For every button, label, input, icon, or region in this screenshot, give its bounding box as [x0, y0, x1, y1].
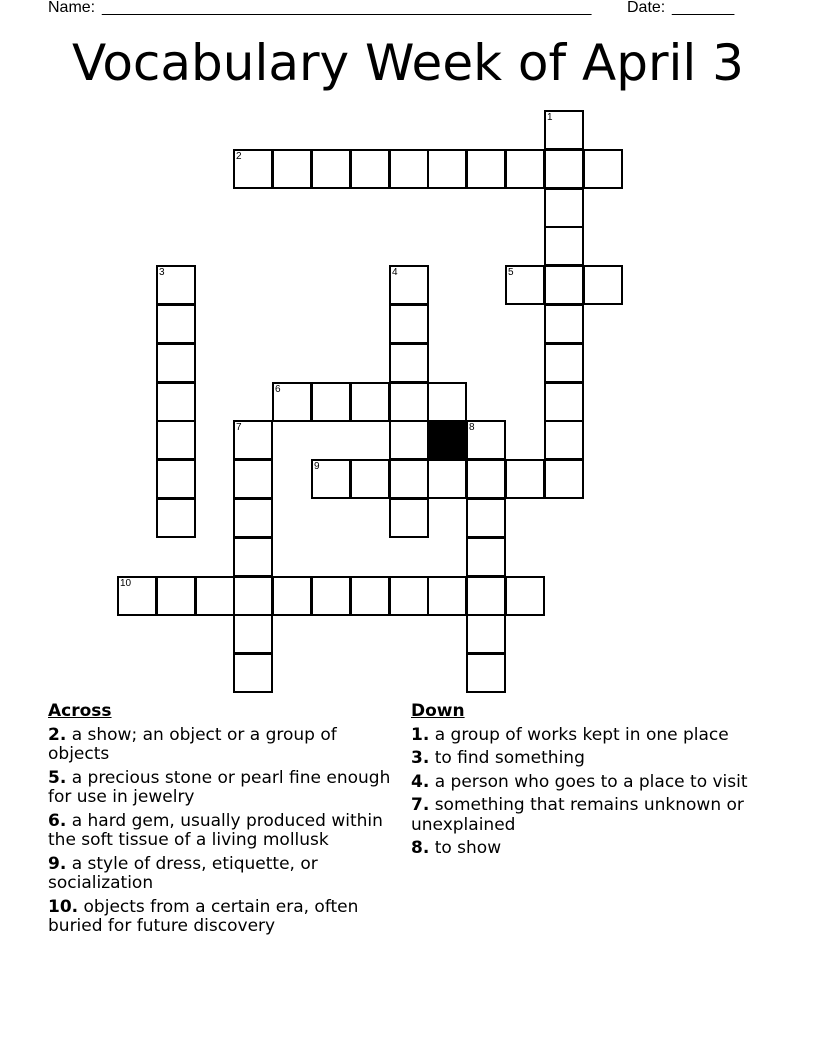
cell-number: 4 — [392, 267, 398, 278]
grid-cell[interactable] — [272, 382, 312, 422]
clue-down-7 — [411, 796, 756, 835]
grid-cell[interactable] — [466, 576, 506, 616]
grid-cell[interactable] — [156, 459, 196, 499]
grid-cell[interactable] — [544, 226, 584, 266]
clue-text: to show — [434, 838, 502, 858]
grid-cell[interactable] — [156, 265, 196, 305]
clue-down-4 — [411, 773, 756, 793]
grid-cell[interactable] — [389, 420, 429, 460]
grid-cell[interactable] — [466, 420, 506, 460]
clue-down-8 — [411, 839, 756, 859]
grid-cell[interactable] — [427, 459, 467, 499]
grid-cell[interactable] — [389, 149, 429, 189]
grid-cell[interactable] — [350, 382, 390, 422]
grid-cell[interactable] — [583, 265, 623, 305]
clue-down-1 — [411, 726, 756, 746]
clue-text: something that remains unknown or unexplained — [411, 795, 744, 835]
clue-text: a precious stone or pearl fine enough for use in jewelry — [48, 767, 391, 807]
grid-cell[interactable] — [233, 614, 273, 654]
clue-text: a show; an object or a group of objects — [48, 724, 337, 764]
grid-cell[interactable] — [389, 343, 429, 383]
across-clues — [48, 702, 393, 941]
clue-number: 4. — [411, 771, 430, 792]
clue-across-2 — [48, 726, 393, 765]
grid-cell[interactable] — [272, 149, 312, 189]
grid-cell[interactable] — [505, 149, 545, 189]
grid-cell[interactable] — [544, 304, 584, 344]
name-label: Name: — [48, 0, 96, 16]
grid-cell[interactable] — [195, 576, 235, 616]
grid-cell[interactable] — [389, 265, 429, 305]
grid-cell[interactable] — [311, 382, 351, 422]
grid-cell[interactable] — [156, 498, 196, 538]
clue-number: 2. — [48, 724, 67, 745]
grid-cell[interactable] — [233, 498, 273, 538]
grid-cell[interactable] — [233, 537, 273, 577]
grid-cell[interactable] — [544, 382, 584, 422]
cell-number: 2 — [236, 151, 242, 162]
grid-cell[interactable] — [350, 149, 390, 189]
grid-cell[interactable] — [156, 304, 196, 344]
grid-cell[interactable] — [233, 149, 273, 189]
grid-cell[interactable] — [233, 653, 273, 693]
clue-across-6 — [48, 812, 393, 851]
clue-text: a hard gem, usually produced within the soft tissue of a living mollusk — [48, 810, 383, 850]
grid-cell[interactable] — [156, 420, 196, 460]
grid-cell[interactable] — [544, 343, 584, 383]
cell-number: 6 — [275, 384, 281, 395]
grid-cell[interactable] — [466, 459, 506, 499]
grid-cell[interactable] — [505, 459, 545, 499]
grid-cell[interactable] — [505, 265, 545, 305]
across-heading: Across — [48, 701, 112, 721]
grid-cell[interactable] — [311, 459, 351, 499]
cell-number: 9 — [314, 461, 320, 472]
clue-number: 7. — [411, 795, 430, 815]
grid-cell[interactable] — [466, 653, 506, 693]
grid-cell[interactable] — [466, 149, 506, 189]
clue-down-3 — [411, 749, 756, 769]
clue-number: 8. — [411, 838, 430, 858]
grid-cell[interactable] — [466, 498, 506, 538]
clue-text: objects from a certain era, often buried for future discovery — [48, 896, 359, 936]
grid-cell[interactable] — [156, 576, 196, 616]
grid-cell[interactable] — [427, 382, 467, 422]
cell-number: 3 — [159, 267, 165, 278]
grid-cell[interactable] — [350, 576, 390, 616]
grid-cell[interactable] — [389, 498, 429, 538]
date-field[interactable]: _______ — [672, 0, 735, 16]
grid-cell[interactable] — [544, 459, 584, 499]
clue-number: 6. — [48, 810, 67, 831]
grid-cell[interactable] — [583, 149, 623, 189]
grid-cell[interactable] — [544, 110, 584, 150]
page-title: Vocabulary Week of April 3 — [72, 34, 744, 92]
cell-number: 7 — [236, 422, 242, 433]
grid-cell[interactable] — [466, 537, 506, 577]
grid-cell[interactable] — [350, 459, 390, 499]
down-clues — [411, 702, 756, 863]
grid-cell[interactable] — [544, 188, 584, 228]
grid-cell[interactable] — [427, 576, 467, 616]
grid-cell[interactable] — [544, 420, 584, 460]
clue-across-9 — [48, 855, 393, 894]
cell-number: 1 — [547, 112, 553, 123]
clue-number: 1. — [411, 724, 430, 745]
clue-text: a group of works kept in one place — [434, 724, 729, 745]
cell-number: 10 — [120, 578, 132, 589]
grid-cell[interactable] — [311, 576, 351, 616]
grid-cell[interactable] — [233, 459, 273, 499]
clue-number: 3. — [411, 748, 430, 768]
grid-cell[interactable] — [272, 576, 312, 616]
grid-cell[interactable] — [311, 149, 351, 189]
grid-cell[interactable] — [505, 576, 545, 616]
cell-number: 5 — [508, 267, 514, 278]
grid-cell[interactable] — [389, 382, 429, 422]
clue-number: 9. — [48, 853, 67, 874]
clue-text: to find something — [434, 748, 585, 768]
grid-cell[interactable] — [544, 265, 584, 305]
grid-cell[interactable] — [389, 304, 429, 344]
cell-number: 8 — [469, 422, 475, 433]
name-field[interactable]: _______________________________________________________ — [102, 0, 592, 16]
clue-across-10 — [48, 898, 393, 937]
grid-cell[interactable] — [466, 614, 506, 654]
grid-cell[interactable] — [156, 382, 196, 422]
date-label: Date: — [627, 0, 666, 16]
clue-text: a person who goes to a place to visit — [434, 771, 748, 792]
clue-text: a style of dress, etiquette, or socialization — [48, 853, 318, 893]
clue-across-5 — [48, 769, 393, 808]
down-heading: Down — [411, 701, 465, 721]
grid-cell[interactable] — [233, 420, 273, 460]
clue-number: 10. — [48, 896, 79, 917]
clue-number: 5. — [48, 767, 67, 788]
grid-cell[interactable] — [156, 343, 196, 383]
grid-cell[interactable] — [233, 576, 273, 616]
grid-cell[interactable] — [117, 576, 157, 616]
grid-cell[interactable] — [389, 576, 429, 616]
grid-cell[interactable] — [544, 149, 584, 189]
black-cell — [427, 420, 467, 460]
grid-cell[interactable] — [427, 149, 467, 189]
grid-cell[interactable] — [389, 459, 429, 499]
